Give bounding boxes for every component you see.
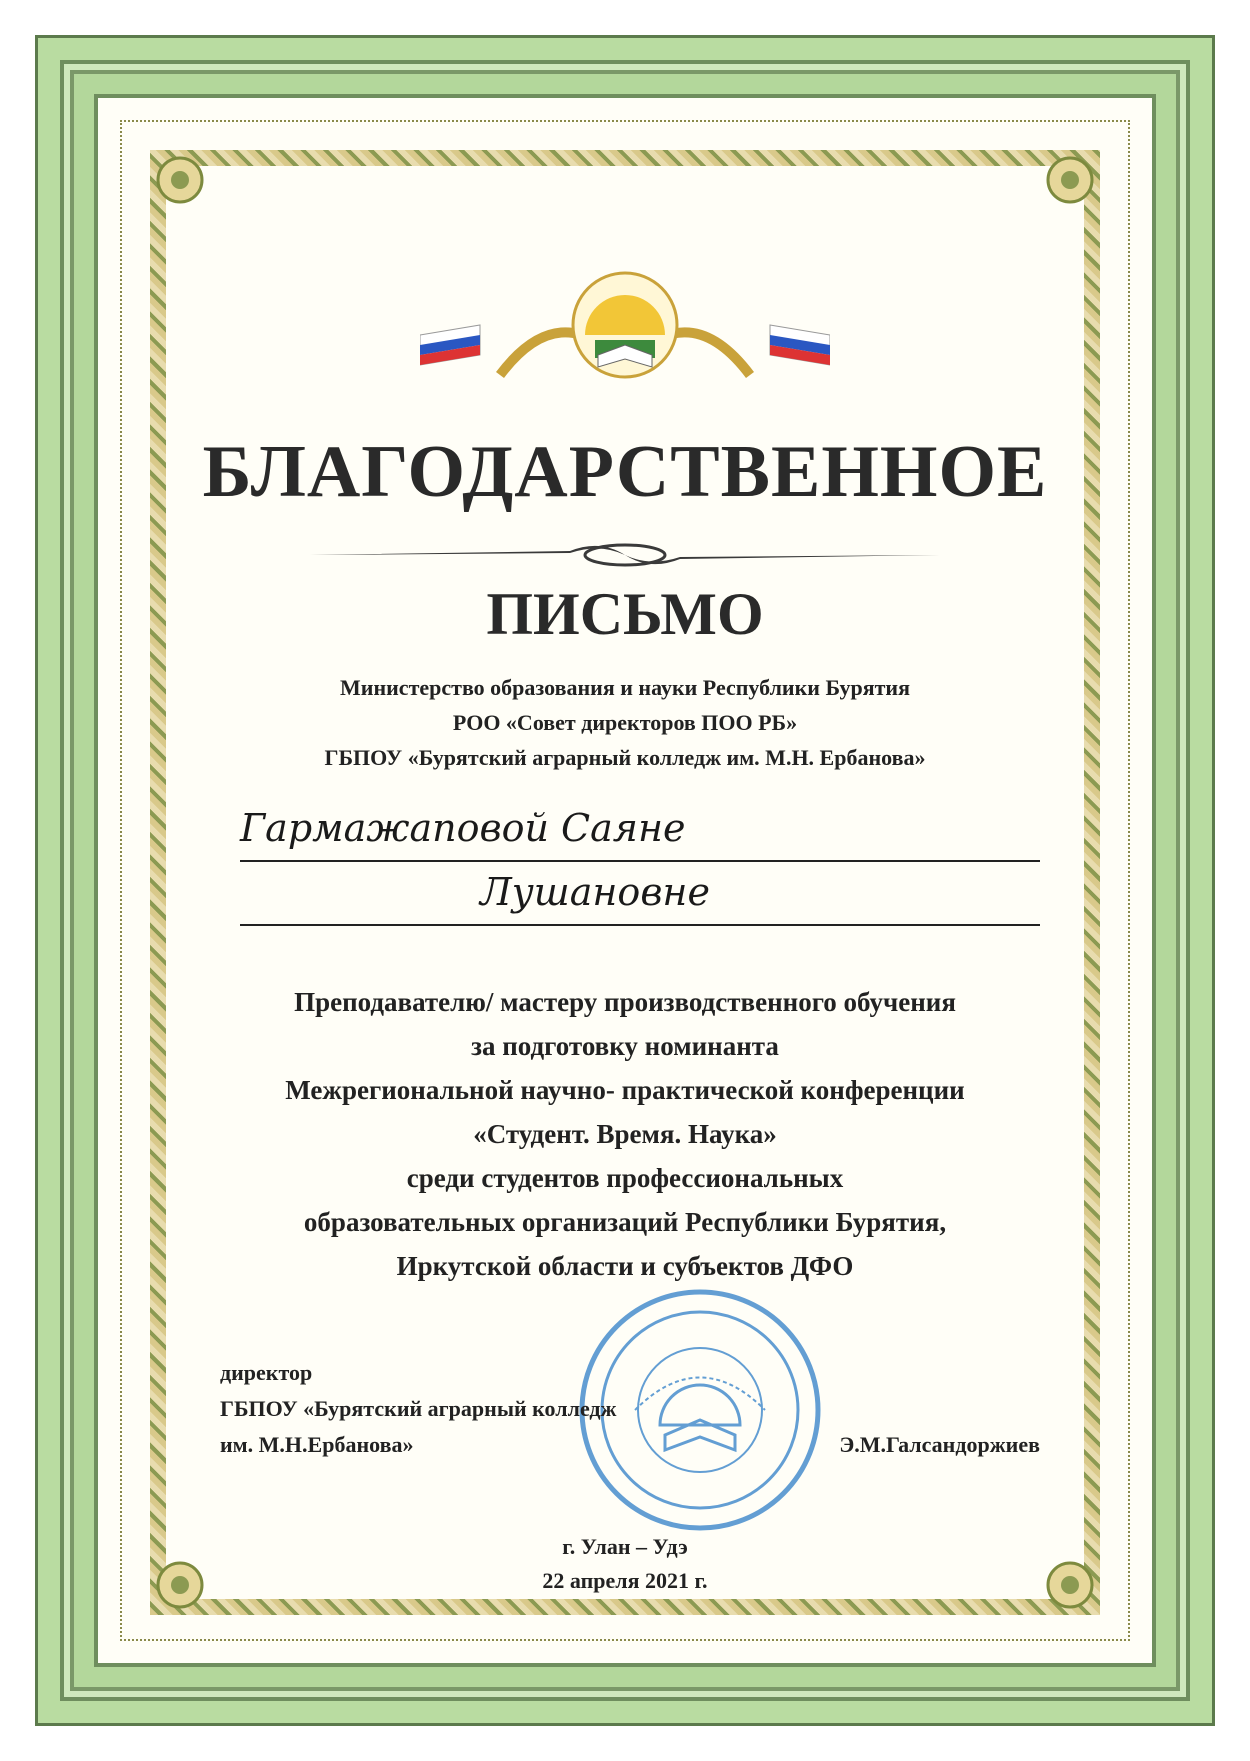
title-line-1: БЛАГОДАРСТВЕННОЕ xyxy=(202,431,1048,513)
place: г. Улан – Удэ xyxy=(562,1534,688,1559)
signature-position: директор xyxy=(220,1360,313,1385)
body-line: среди студентов профессиональных xyxy=(406,1163,844,1193)
signature-organization-name: им. М.Н.Ербанова» xyxy=(220,1432,414,1457)
signatory-name: Э.М.Галсандоржиев xyxy=(839,1432,1040,1457)
recipient-underline xyxy=(240,924,1040,926)
signature-block xyxy=(220,1355,1050,1463)
title-divider-icon xyxy=(310,535,940,575)
body-line: образовательных организаций Республики Бурятия, xyxy=(303,1207,947,1237)
organizations-block xyxy=(200,670,1050,775)
body-line: Межрегиональной научно- практической конференции xyxy=(285,1075,965,1105)
body-line: «Студент. Время. Наука» xyxy=(473,1119,777,1149)
certificate-body xyxy=(200,980,1050,1288)
recipient-underline xyxy=(240,860,1040,862)
recipient-name-line1: Гармажаповой Саяне xyxy=(240,806,686,850)
title-line-2: ПИСЬМО xyxy=(486,581,764,647)
organization-line: Министерство образования и науки Республики Бурятия xyxy=(340,675,910,700)
place-date-block xyxy=(200,1530,1050,1598)
date: 22 апреля 2021 г. xyxy=(542,1568,708,1593)
body-line: за подготовку номинанта xyxy=(471,1031,779,1061)
organization-line: ГБПОУ «Бурятский аграрный колледж им. М.Н. Ербанова» xyxy=(324,745,926,770)
signature-organization: ГБПОУ «Бурятский аграрный колледж xyxy=(220,1396,617,1421)
college-emblem-icon xyxy=(420,255,830,395)
body-line: Преподавателю/ мастеру производственного обучения xyxy=(294,987,956,1017)
recipient-name-line2: Лушановне xyxy=(480,870,710,914)
body-line: Иркутской области и субъектов ДФО xyxy=(396,1251,854,1281)
certificate-content xyxy=(200,200,1050,1593)
organization-line: РОО «Совет директоров ПОО РБ» xyxy=(452,710,798,735)
